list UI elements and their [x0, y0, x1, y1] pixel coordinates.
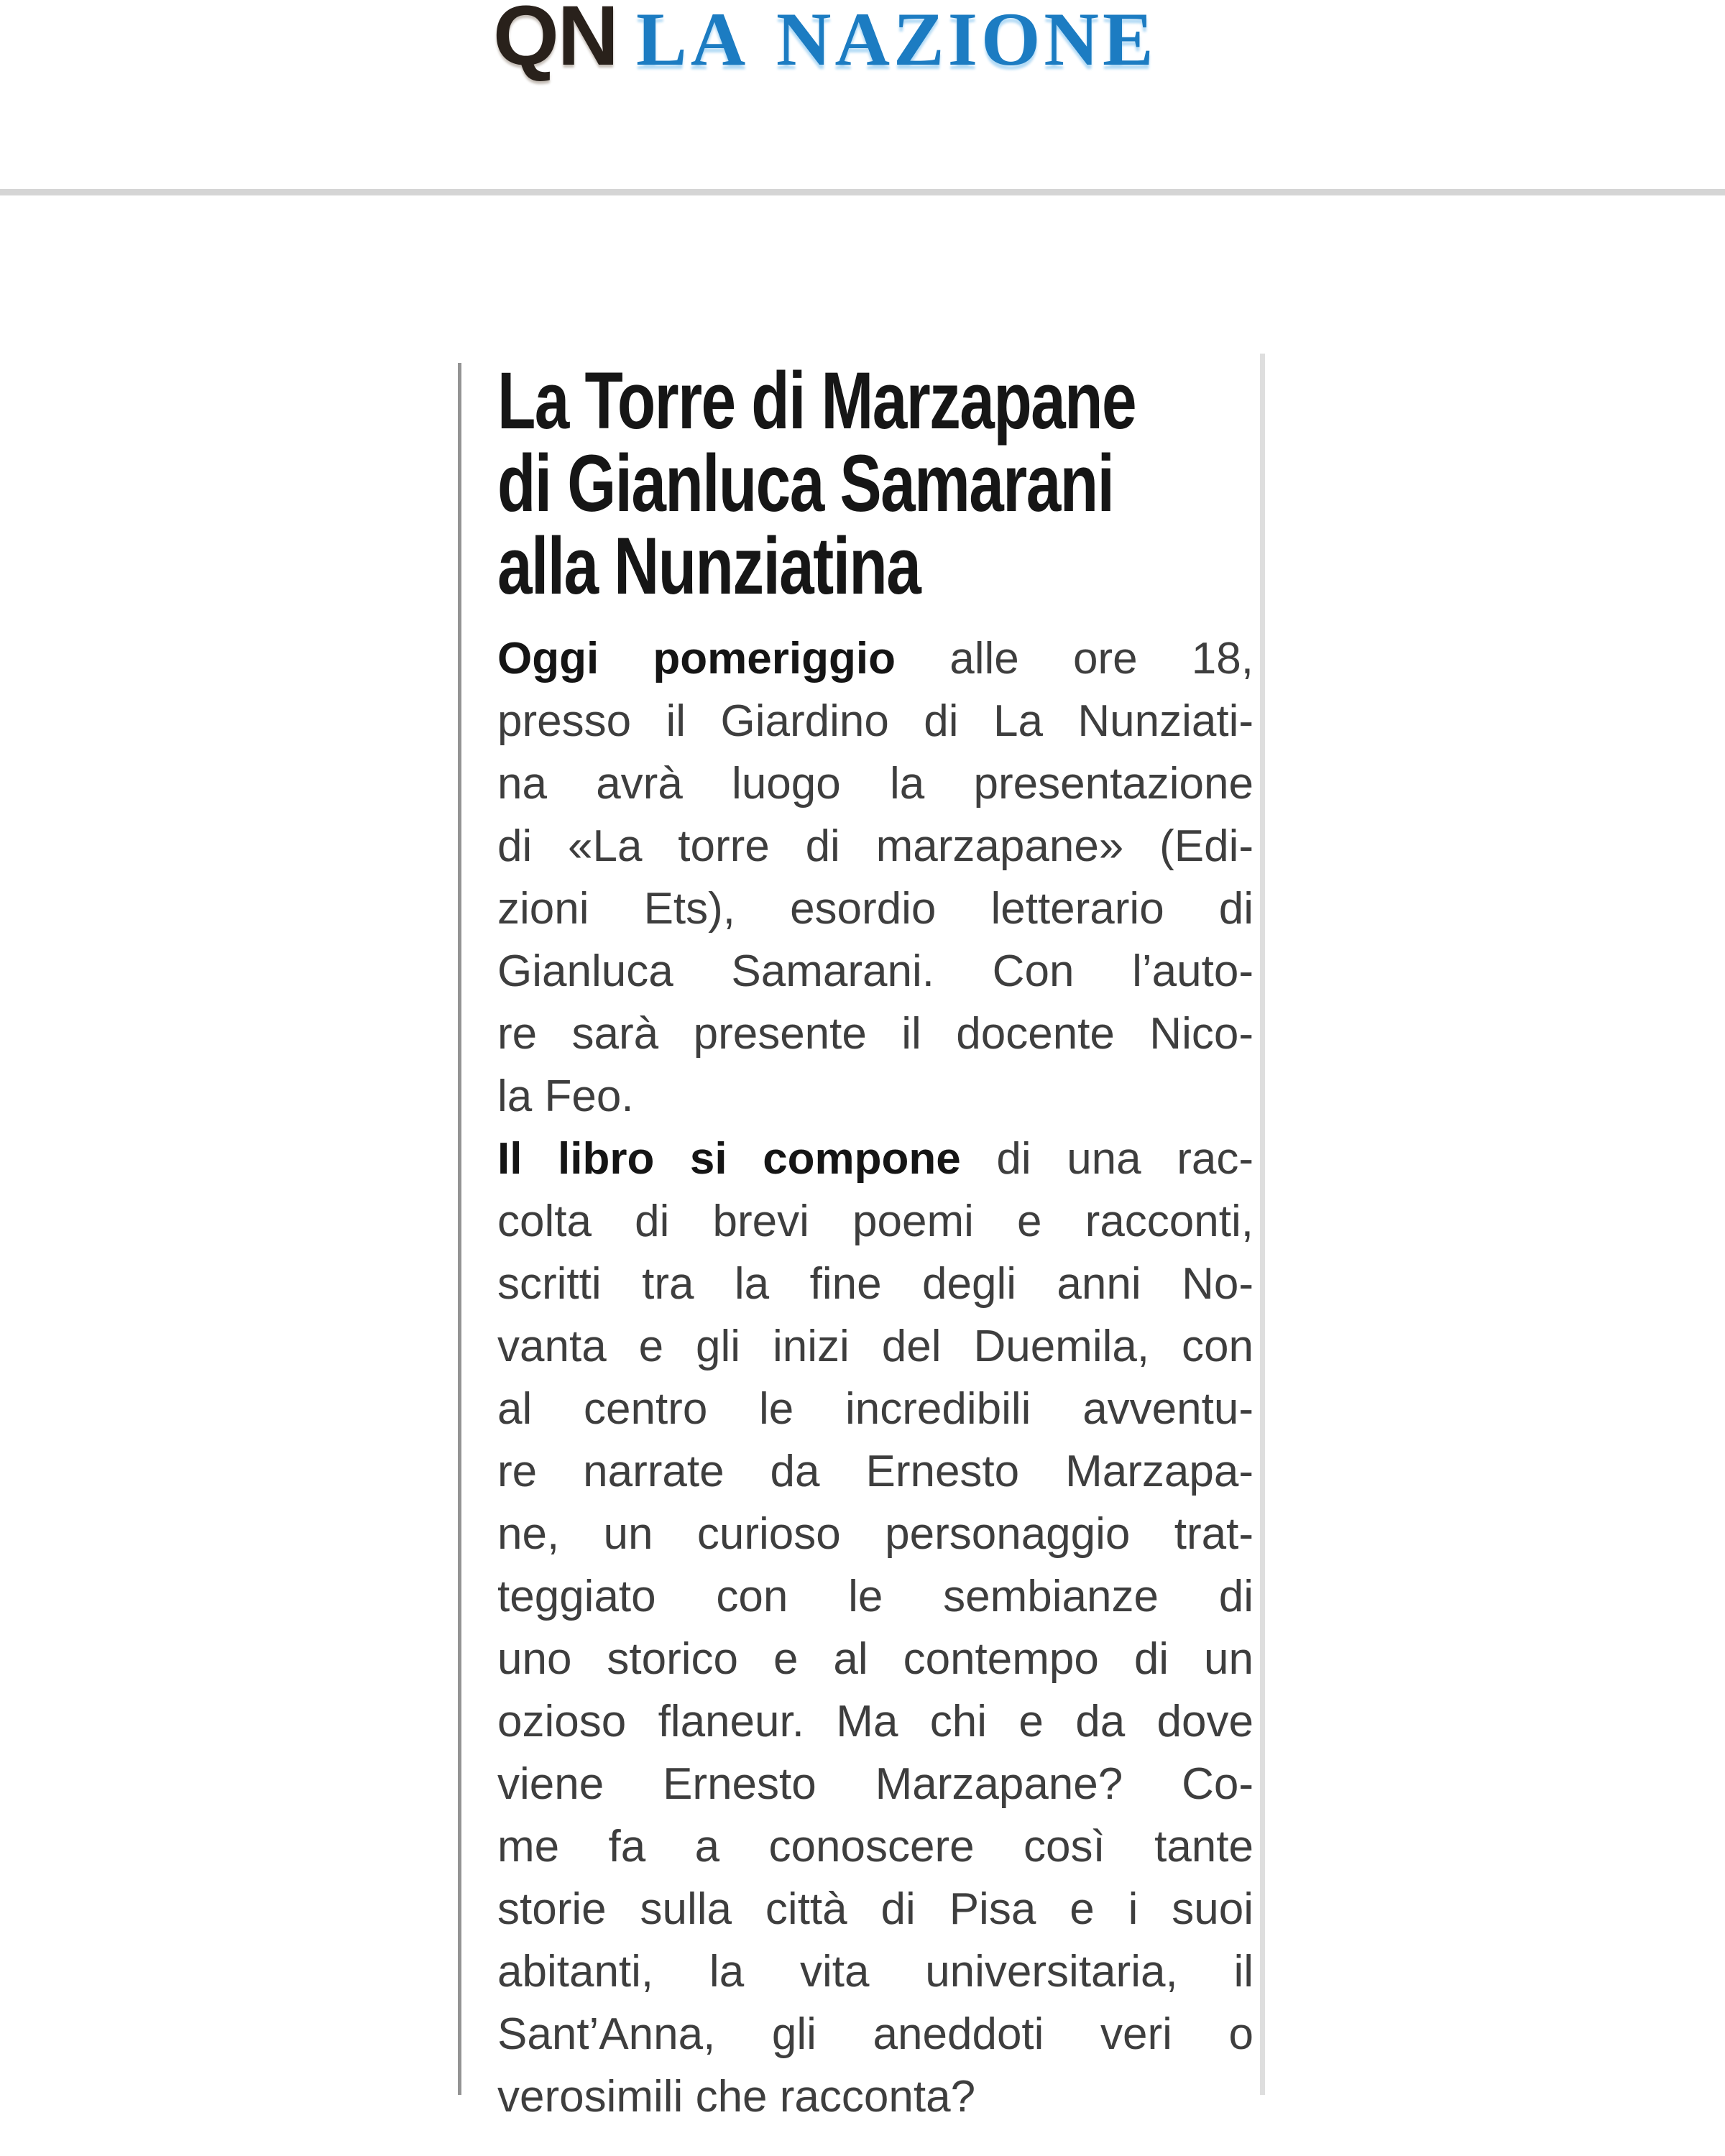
article-body-line: Gianluca Samarani. Con l’auto- — [497, 946, 1254, 996]
article-body-line: presso il Giardino di La Nunziati- — [497, 696, 1254, 746]
article-body-lead: Il libro si compone — [497, 1134, 961, 1184]
article-body-line: Sant’Anna, gli aneddoti veri o — [497, 2009, 1254, 2059]
article-title-line: alla Nunziatina — [497, 521, 921, 611]
article-right-rule — [1260, 354, 1265, 2095]
article-body-line: colta di brevi poemi e racconti, — [497, 1197, 1254, 1246]
article-title — [497, 356, 1254, 611]
article-body-line: re sarà presente il docente Nico- — [497, 1009, 1254, 1059]
article-body-line: verosimili che racconta? — [497, 2072, 976, 2122]
article-body-line: teggiato con le sembianze di — [497, 1572, 1254, 1621]
article-title-line: di Gianluca Samarani — [497, 438, 1114, 528]
la-nazione-logo: LA NAZIONE — [636, 0, 1157, 81]
article-body-line: me fa a conoscere così tante — [497, 1822, 1254, 1871]
article-body-line: vanta e gli inizi del Duemila, con — [497, 1322, 1254, 1371]
qn-logo: QN — [493, 0, 617, 83]
masthead-divider — [0, 189, 1725, 195]
article-title-line: La Torre di Marzapane — [497, 356, 1136, 446]
article-body-line: la Feo. — [497, 1072, 634, 1121]
article-body-line: ne, un curioso personaggio trat- — [497, 1509, 1254, 1559]
article-body-line: di «La torre di marzapane» (Edi- — [497, 821, 1254, 871]
article-body-line: zioni Ets), esordio letterario di — [497, 884, 1254, 934]
article-left-rule — [458, 363, 461, 2095]
article-body-lead: Oggi pomeriggio — [497, 634, 896, 683]
article-body-line: Oggi pomeriggio alle ore 18, — [497, 634, 1254, 683]
article-body-line: na avrà luogo la presentazione — [497, 759, 1254, 808]
article-body — [497, 627, 1254, 2128]
article-body-line: abitanti, la vita universitaria, il — [497, 1947, 1254, 1996]
article-body-line: re narrate da Ernesto Marzapa- — [497, 1447, 1254, 1496]
article-body-line: al centro le incredibili avventu- — [497, 1384, 1254, 1434]
article-body-line: uno storico e al contempo di un — [497, 1634, 1254, 1684]
article-body-line: scritti tra la fine degli anni No- — [497, 1259, 1254, 1309]
masthead-logo — [493, 0, 1157, 83]
article-body-line: ozioso flaneur. Ma chi e da dove — [497, 1697, 1254, 1746]
article-body-line: Il libro si compone di una rac- — [497, 1134, 1254, 1184]
article — [497, 356, 1254, 2128]
article-body-line: viene Ernesto Marzapane? Co- — [497, 1759, 1254, 1809]
article-body-line: storie sulla città di Pisa e i suoi — [497, 1884, 1254, 1934]
